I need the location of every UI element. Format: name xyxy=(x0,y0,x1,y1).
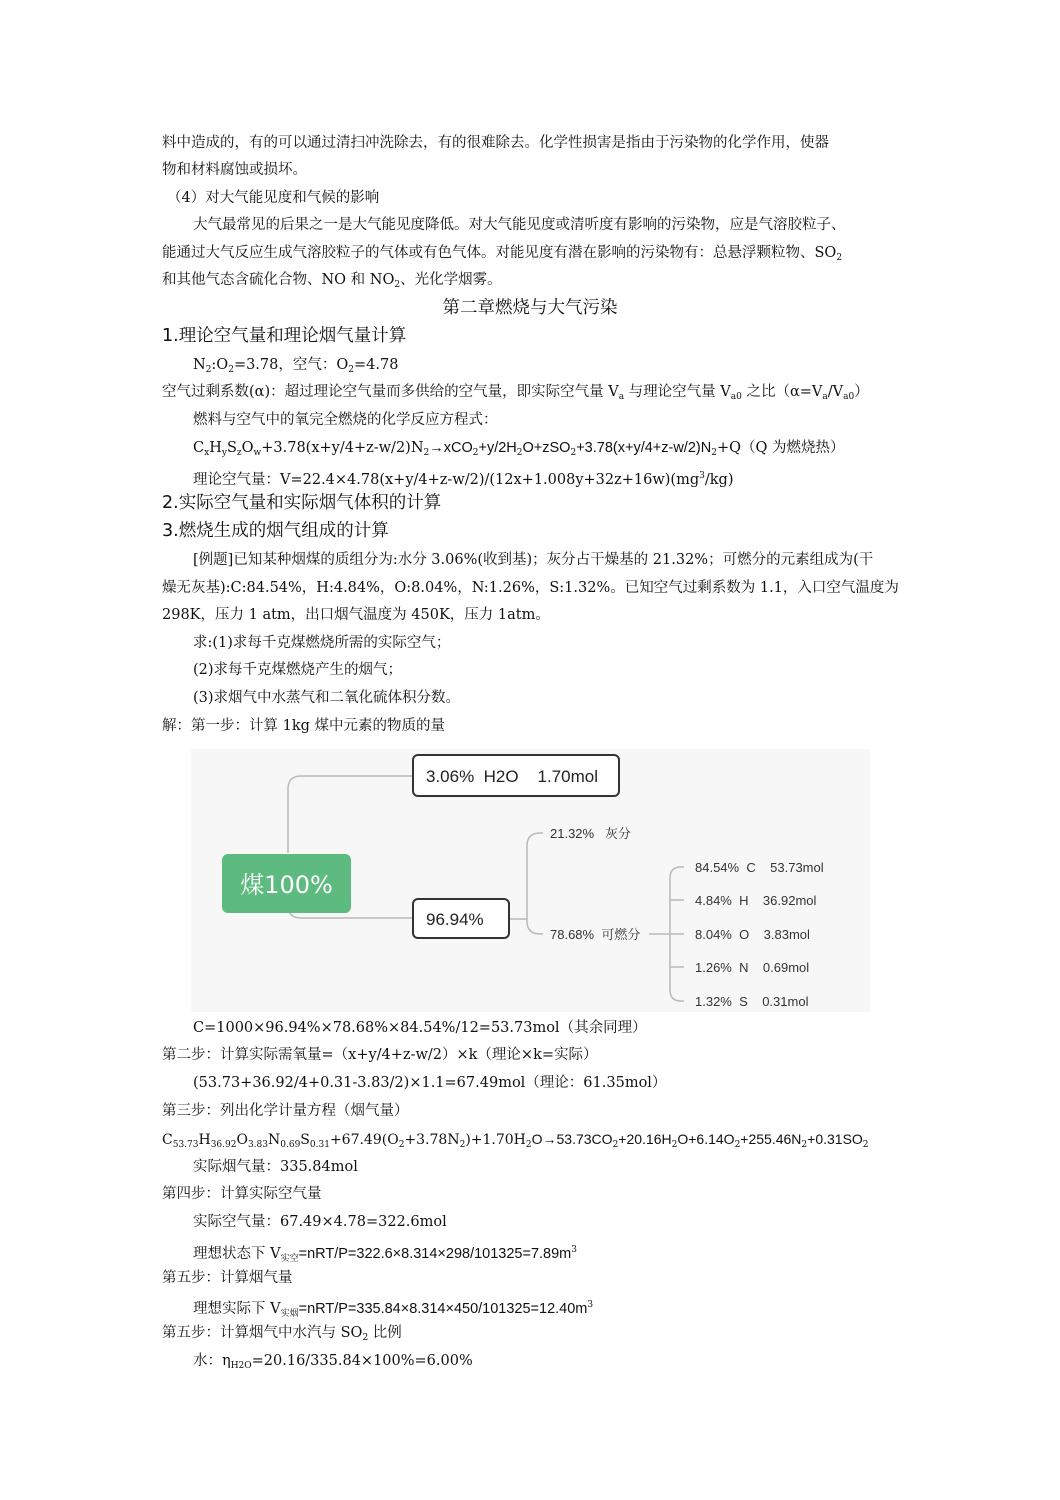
ideal-flue-volume: 理想实际下 $V_{实烟}=nRT/P=335.84\times 8.314\times 450/101325=12.40m^3$ xyxy=(193,1300,594,1319)
dry-basis-label: 96.94% xyxy=(426,910,484,929)
solution-step-5a: 第五步：计算烟气量 xyxy=(162,1270,293,1286)
question-3: (3)求烟气中水蒸气和二氧化硫体积分数。 xyxy=(193,690,461,706)
solution-step-1: 解：第一步：计算 1kg 煤中元素的物质的量 xyxy=(162,718,446,734)
ratio-line: $N_2:O_2=3.78$，空气：$O_2=4.78$ xyxy=(193,357,399,375)
element-o-label: 8.04% O 3.83mol xyxy=(695,927,810,942)
excess-air-definition: 空气过剩系数(α)：超过理论空气量而多供给的空气量，即实际空气量 $V_a$ 与理论空气量 $V_{a0}$ 之比$(\alpha=V_a/V_{a0})$ xyxy=(162,384,869,402)
element-n-label: 1.26% N 0.69mol xyxy=(695,960,810,975)
paragraph-line: 能通过大气反应生成气溶胶粒子的气体或有色气体。对能见度有潜在影响的污染物有：总悬浮颗粒物、$SO_2$ xyxy=(162,245,843,263)
actual-flue-gas: 实际烟气量：335.84mol xyxy=(193,1159,358,1175)
reaction-intro: 燃料与空气中的氧完全燃烧的化学反应方程式： xyxy=(193,412,498,428)
paragraph-line: 大气最常见的后果之一是大气能见度降低。对大气能见度或清听度有影响的污染物，应是气溶胶粒子、 xyxy=(193,217,846,233)
ash-label: 21.32% 灰分 xyxy=(550,826,631,841)
combustion-equation: $C_xH_yS_zO_w+3.78(x+y/4+z-w/2)N_2\to xCO_2+y/2H_2O+zSO_2+3.78(x+y/4+z-w/2)N_2+Q(Q$ 为燃烧热） xyxy=(193,440,845,458)
coal-root-label: 煤100% xyxy=(240,871,333,899)
section-heading: 3.燃烧生成的烟气组成的计算 xyxy=(162,521,389,541)
ideal-air-volume: 理想状态下 $V_{实空}=nRT/P=322.6\times 8.314\times 298/101325=7.89m^3$ xyxy=(193,1245,577,1264)
question-2: (2)求每千克煤燃烧产生的烟气； xyxy=(193,662,403,678)
example-line: 298K，压力 1 atm，出口烟气温度为 450K，压力 1atm。 xyxy=(162,607,550,623)
combustible-label: 78.68% 可燃分 xyxy=(550,927,641,942)
stoichiometric-equation: $C_{53.73}H_{36.92}O_{3.83}N_{0.69}S_{0.31}+67.49(O_2+3.78N_2)+1.70H_2O\to 53.73CO_2+20.16H_2O+6.14O_2+255.46N_2+0.31SO_2$ xyxy=(162,1131,869,1150)
chapter-title: 第二章燃烧与大气污染 xyxy=(442,298,618,318)
solution-step-5b: 第五步：计算烟气中水汽与 $SO_2$ 比例 xyxy=(162,1325,402,1343)
section-heading: 1.理论空气量和理论烟气量计算 xyxy=(162,326,407,346)
example-line: 燥无灰基):C:84.54%，H:4.84%，O:8.04%，N:1.26%，S:1.32%。已知空气过剩系数为 1.1，入口空气温度为 xyxy=(162,580,899,596)
question-1: 求:(1)求每千克煤燃烧所需的实际空气； xyxy=(193,635,451,651)
oxygen-calculation: (53.73+36.92/4+0.31-3.83/2)×1.1=67.49mol（理论：61.35mol） xyxy=(193,1075,667,1091)
carbon-calculation: C=1000×96.94%×78.68%×84.54%/12=53.73mol（其余同理） xyxy=(193,1020,647,1036)
solution-step-3: 第三步：列出化学计量方程（烟气量） xyxy=(162,1103,409,1119)
subsection-heading: （4）对大气能见度和气候的影响 xyxy=(167,190,380,206)
theoretical-air-formula: 理论空气量：$V=22.4\times 4.78(x+y/4+z-w/2)/(12x+1.008y+32z+16w)(mg^3/kg)$ xyxy=(193,471,734,488)
section-heading: 2.实际空气量和实际烟气体积的计算 xyxy=(162,493,442,513)
example-line: [例题]已知某种烟煤的质组分为:水分 3.06%(收到基)；灰分占干燥基的 21.32%；可燃分的元素组成为(干 xyxy=(193,552,874,568)
element-c-label: 84.54% C 53.73mol xyxy=(695,860,824,875)
coal-composition-diagram xyxy=(191,749,870,1012)
paragraph-line: 料中造成的，有的可以通过清扫冲洗除去，有的很难除去。化学性损害是指由于污染物的化学作用，使器 xyxy=(162,135,829,151)
element-s-label: 1.32% S 0.31mol xyxy=(695,994,809,1009)
element-h-label: 4.84% H 36.92mol xyxy=(695,893,817,908)
solution-step-2: 第二步：计算实际需氧量=（x+y/4+z-w/2）×k（理论×k=实际） xyxy=(162,1047,598,1063)
water-node-label: 3.06% H2O 1.70mol xyxy=(426,767,598,786)
solution-step-4: 第四步：计算实际空气量 xyxy=(162,1186,322,1202)
paragraph-line: 物和材料腐蚀或损坏。 xyxy=(162,162,307,178)
paragraph-line: 和其他气态含硫化合物、NO 和 $NO_2$、光化学烟雾。 xyxy=(162,272,502,290)
actual-air-calculation: 实际空气量：67.49×4.78=322.6mol xyxy=(193,1214,447,1230)
water-vapor-ratio: 水：$\eta_{H2O}=20.16/335.84\times 100\%=6.00\%$ xyxy=(193,1353,473,1371)
